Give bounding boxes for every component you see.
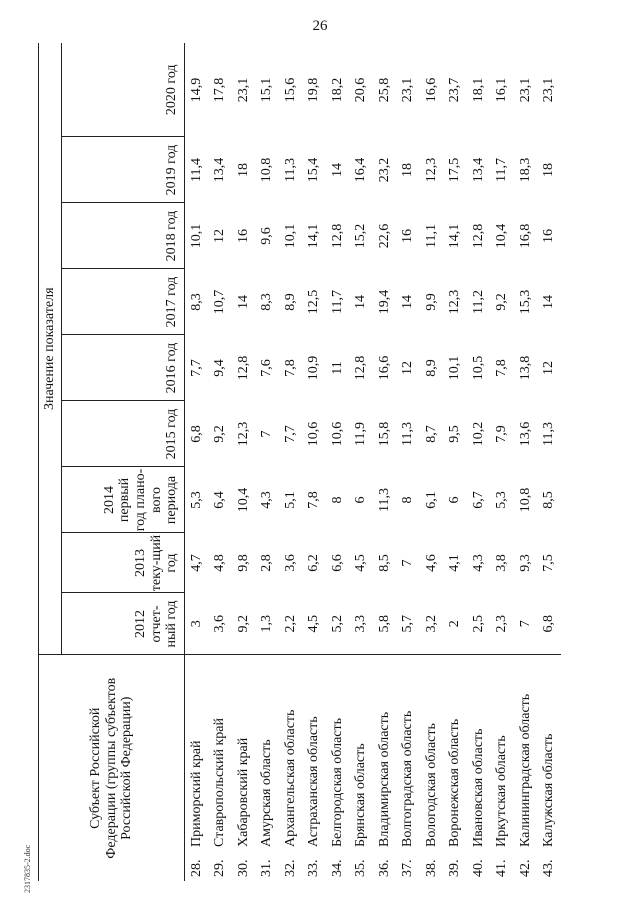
table-row [467,43,491,881]
value-cell: 19,8 [306,77,322,103]
value-cell: 11,3 [376,488,392,512]
value-cell: 9,6 [259,227,275,245]
value-cell: 12,3 [447,289,463,315]
value-cell: 6 [353,496,369,504]
value-cell: 6,8 [188,425,204,443]
value-cell: 3,6 [212,615,228,633]
value-cell: 7,9 [494,425,510,443]
value-cell: 20,6 [353,77,369,103]
value-cell: 10,2 [470,421,486,447]
value-cell: 23,1 [517,77,533,103]
table-row [420,43,444,881]
value-cell: 13,8 [517,355,533,381]
value-cell: 10,1 [188,223,204,249]
indicator-table [38,43,561,881]
subject-name: Амурская область [256,655,280,851]
year-header: 2019 год [62,137,185,203]
value-cell: 14 [235,295,251,309]
value-cell: 5,3 [494,491,510,509]
value-cell: 3,8 [494,554,510,572]
value-cell: 8,7 [423,425,439,443]
value-cell: 5,8 [376,615,392,633]
row-number: 31. [259,859,275,877]
value-cell: 12 [541,361,557,375]
value-cell: 13,6 [517,421,533,447]
table-row [538,43,562,881]
table-header [39,43,185,881]
value-cell: 11,4 [188,158,204,182]
table-row [397,43,421,881]
value-cell: 5,1 [282,491,298,509]
value-cell: 15,6 [282,77,298,103]
year-header: 2018 год [62,203,185,269]
row-number: 40. [470,859,486,877]
value-cell: 18 [541,163,557,177]
table-row [256,43,280,881]
value-cell: 10,4 [235,487,251,513]
subject-name: Приморский край [185,655,209,851]
value-cell: 5,7 [400,615,416,633]
value-cell: 16,8 [517,223,533,249]
value-cell: 15,3 [517,289,533,315]
value-cell: 4,5 [353,554,369,572]
value-cell: 3,6 [282,554,298,572]
value-cell: 12 [212,229,228,243]
value-cell: 16 [541,229,557,243]
value-cell: 10,8 [259,157,275,183]
value-cell: 3,3 [353,615,369,633]
table-row [209,43,233,881]
value-cell: 16,6 [423,77,439,103]
table-row [279,43,303,881]
value-cell: 2,2 [282,615,298,633]
value-cell: 6,4 [212,491,228,509]
value-cell: 12,8 [329,223,345,249]
table-row [444,43,468,881]
table-row [373,43,397,881]
value-cell: 8,5 [541,491,557,509]
value-cell: 7,8 [306,491,322,509]
value-cell: 11 [329,361,345,375]
value-cell: 12,3 [423,157,439,183]
row-number: 43. [541,859,557,877]
subject-name: Ивановская область [467,655,491,851]
row-number: 30. [235,859,251,877]
row-number: 29. [212,859,228,877]
row-number: 41. [494,859,510,877]
row-number: 32. [282,859,298,877]
year-header: 2012 отчет-ный год [62,593,185,655]
value-cell: 18,2 [329,77,345,103]
table-row [491,43,515,881]
value-cell: 12,3 [235,421,251,447]
row-number: 39. [447,859,463,877]
value-cell: 14 [541,295,557,309]
subject-header: Субъект Российской Федерации (группы субъектов Российской Федерации) [39,655,185,881]
value-cell: 6,1 [423,491,439,509]
value-cell: 23,7 [447,77,463,103]
table-row [185,43,209,881]
value-cell: 7,6 [259,359,275,377]
value-cell: 11,9 [353,422,369,446]
value-cell: 2 [447,620,463,628]
value-cell: 12,8 [470,223,486,249]
value-cell: 11,7 [494,158,510,182]
page-number: 26 [312,18,328,34]
value-cell: 10,1 [447,355,463,381]
subject-name: Архангельская область [279,655,303,851]
value-cell: 18,3 [517,157,533,183]
value-cell: 8,9 [282,293,298,311]
value-cell: 8 [400,496,416,504]
value-cell: 15,1 [259,77,275,103]
value-cell: 2,3 [494,615,510,633]
value-cell: 5,3 [188,491,204,509]
value-cell: 7 [259,430,275,438]
value-cell: 6,6 [329,554,345,572]
row-number: 35. [353,859,369,877]
value-cell: 23,1 [541,77,557,103]
value-cell: 12,8 [353,355,369,381]
subject-name: Хабаровский край [232,655,256,851]
value-cell: 11,3 [282,158,298,182]
value-cell: 18 [400,163,416,177]
value-cell: 9,2 [212,425,228,443]
value-cell: 10,8 [517,487,533,513]
subject-name: Астраханская область [303,655,327,851]
value-cell: 10,6 [329,421,345,447]
rotated-table-container [38,43,608,881]
subject-name: Калининградская область [514,655,538,851]
value-cell: 7,5 [541,554,557,572]
value-cell: 10,1 [282,223,298,249]
value-cell: 11,3 [400,422,416,446]
value-cell: 15,8 [376,421,392,447]
row-number: 36. [376,859,392,877]
value-cell: 4,3 [470,554,486,572]
value-cell: 11,1 [423,224,439,248]
value-cell: 13,4 [212,157,228,183]
value-cell: 16,4 [353,157,369,183]
value-cell: 7,8 [494,359,510,377]
row-number: 28. [188,859,204,877]
year-header: 2015 год [62,401,185,467]
value-cell: 18 [235,163,251,177]
year-header: 2013 теку-щий год [62,533,185,593]
value-cell: 8,3 [188,293,204,311]
value-cell: 4,3 [259,491,275,509]
year-header: 2017 год [62,269,185,335]
year-header: 2020 год [62,43,185,137]
subject-name: Вологодская область [420,655,444,851]
row-number: 37. [400,859,416,877]
value-title-header: Значение показателя [39,43,62,655]
table-row [303,43,327,881]
value-cell: 8,9 [423,359,439,377]
value-cell: 11,3 [541,422,557,446]
value-cell: 10,9 [306,355,322,381]
value-cell: 17,5 [447,157,463,183]
value-cell: 23,1 [400,77,416,103]
subject-name: Волгоградская область [397,655,421,851]
subject-name: Воронежская область [444,655,468,851]
value-cell: 16,1 [494,77,510,103]
value-cell: 6,2 [306,554,322,572]
year-header: 2014 первый год плано-вого периода [62,467,185,533]
subject-name: Калужская область [538,655,562,851]
value-cell: 6,7 [470,491,486,509]
value-cell: 25,8 [376,77,392,103]
value-cell: 16 [235,229,251,243]
value-cell: 14 [400,295,416,309]
value-cell: 23,2 [376,157,392,183]
value-cell: 4,5 [306,615,322,633]
value-cell: 7,8 [282,359,298,377]
value-cell: 3 [188,620,204,628]
row-number: 34. [329,859,345,877]
value-cell: 10,4 [494,223,510,249]
value-cell: 9,2 [494,293,510,311]
value-cell: 4,7 [188,554,204,572]
table-row [350,43,374,881]
value-cell: 2,8 [259,554,275,572]
value-cell: 14 [353,295,369,309]
value-cell: 7 [400,559,416,567]
table-row [514,43,538,881]
year-header: 2016 год [62,335,185,401]
value-cell: 12,5 [306,289,322,315]
value-cell: 17,8 [212,77,228,103]
value-cell: 11,2 [470,290,486,314]
value-cell: 10,7 [212,289,228,315]
value-cell: 6 [447,496,463,504]
subject-name: Брянская область [350,655,374,851]
value-cell: 7,7 [188,359,204,377]
subject-name: Иркутская область [491,655,515,851]
subject-name: Ставропольский край [209,655,233,851]
value-cell: 14,1 [306,223,322,249]
value-cell: 9,5 [447,425,463,443]
value-cell: 9,9 [423,293,439,311]
value-cell: 7,7 [282,425,298,443]
value-cell: 10,6 [306,421,322,447]
subject-name: Владимирская область [373,655,397,851]
value-cell: 4,6 [423,554,439,572]
value-cell: 14,1 [447,223,463,249]
value-cell: 16 [400,229,416,243]
value-cell: 7 [517,620,533,628]
row-number: 33. [306,859,322,877]
value-cell: 8 [329,496,345,504]
value-cell: 2,5 [470,615,486,633]
value-cell: 12 [400,361,416,375]
value-cell: 14 [329,163,345,177]
value-cell: 13,4 [470,157,486,183]
value-cell: 10,5 [470,355,486,381]
value-cell: 8,3 [259,293,275,311]
value-cell: 22,6 [376,223,392,249]
value-cell: 9,8 [235,554,251,572]
value-cell: 18,1 [470,77,486,103]
value-cell: 9,4 [212,359,228,377]
value-cell: 4,1 [447,554,463,572]
subject-name: Белгородская область [326,655,350,851]
value-cell: 15,4 [306,157,322,183]
value-cell: 8,5 [376,554,392,572]
row-number: 38. [423,859,439,877]
value-cell: 11,7 [329,290,345,314]
value-cell: 1,3 [259,615,275,633]
value-cell: 9,3 [517,554,533,572]
value-cell: 3,2 [423,615,439,633]
table-body [185,43,562,881]
value-cell: 6,8 [541,615,557,633]
table-row [326,43,350,881]
value-cell: 4,8 [212,554,228,572]
document-id: 2317835-2.doc [23,844,32,893]
value-cell: 5,2 [329,615,345,633]
value-cell: 23,1 [235,77,251,103]
value-cell: 12,8 [235,355,251,381]
value-cell: 9,2 [235,615,251,633]
value-cell: 19,4 [376,289,392,315]
value-cell: 15,2 [353,223,369,249]
value-cell: 16,6 [376,355,392,381]
row-number: 42. [517,859,533,877]
value-cell: 14,9 [188,77,204,103]
table-row [232,43,256,881]
